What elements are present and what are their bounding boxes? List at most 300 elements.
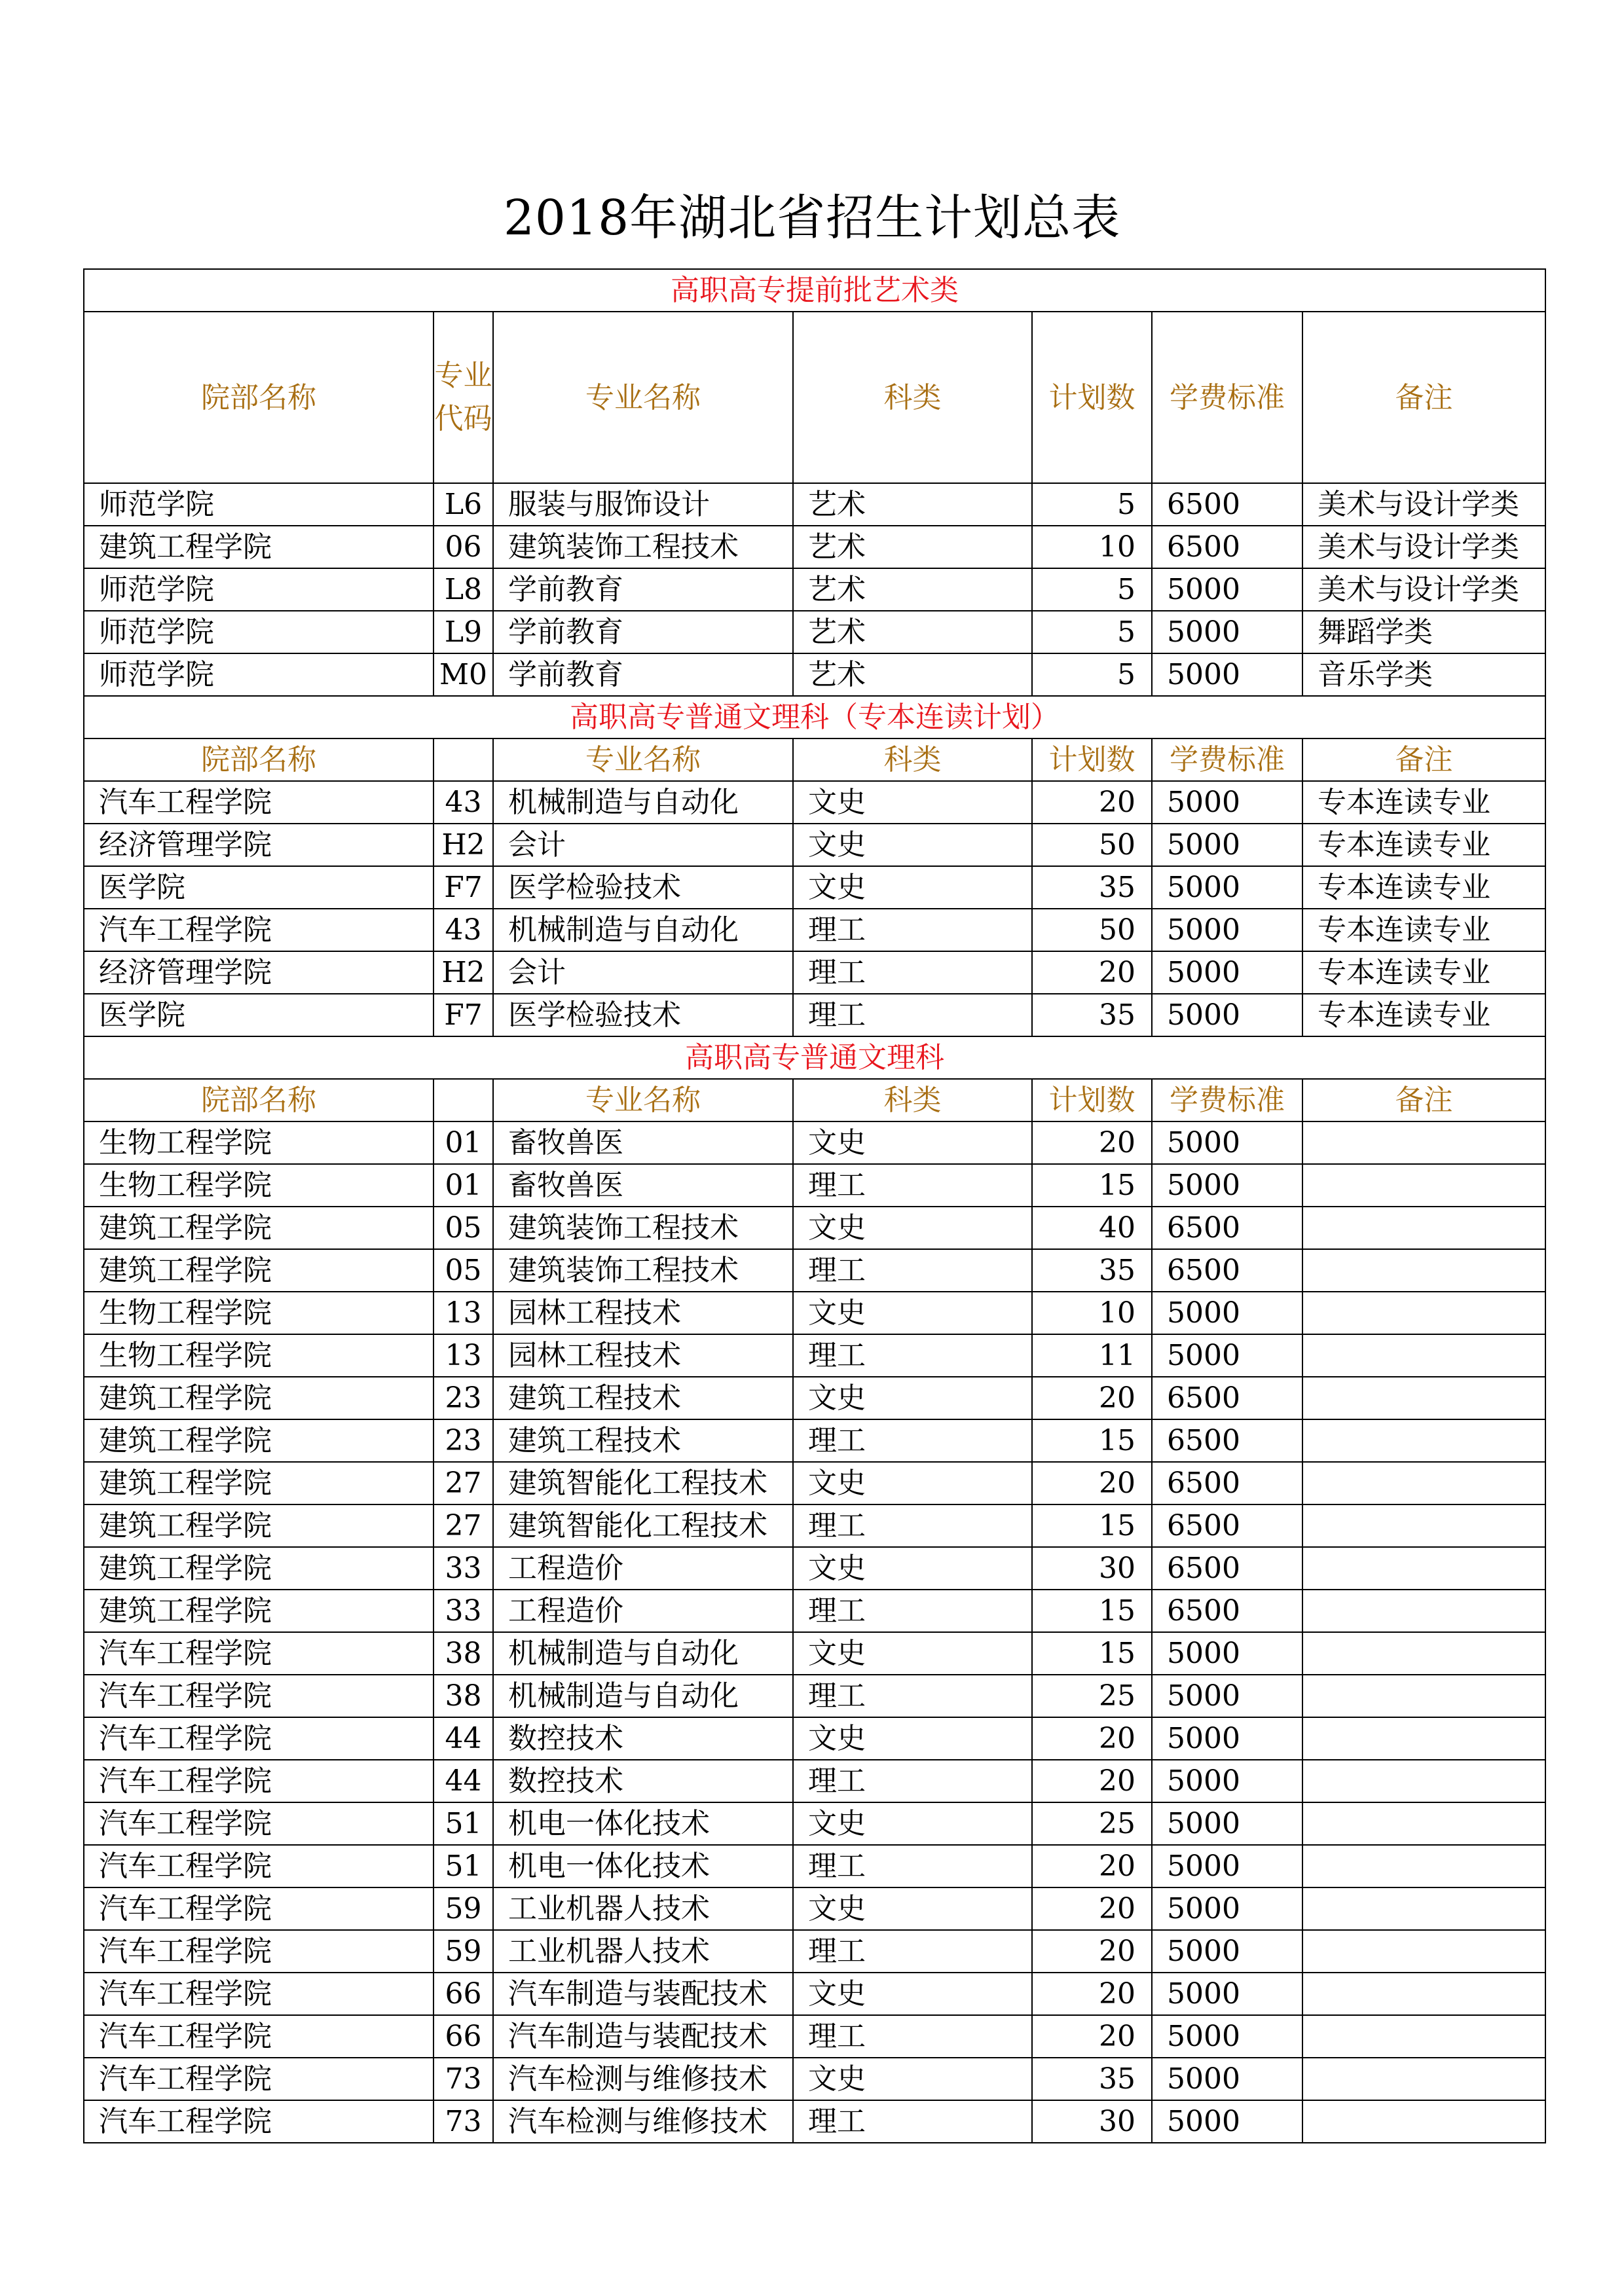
subject-cell: 文史 <box>793 1462 1032 1504</box>
plan-count-cell: 20 <box>1032 2015 1152 2058</box>
table-row <box>84 909 1545 951</box>
section-title-row <box>84 1036 1545 1079</box>
tuition-cell: 5000 <box>1152 909 1302 951</box>
note-cell <box>1302 1887 1545 1930</box>
note-cell <box>1302 1590 1545 1632</box>
code-cell: L8 <box>434 568 493 611</box>
college-cell: 建筑工程学院 <box>84 1547 434 1590</box>
header-plan: 计划数 <box>1032 312 1152 483</box>
header-row <box>84 738 1545 781</box>
tuition-cell: 6500 <box>1152 1547 1302 1590</box>
major-cell: 机械制造与自动化 <box>493 781 793 824</box>
table-row <box>84 781 1545 824</box>
plan-count-cell: 20 <box>1032 1717 1152 1760</box>
note-cell <box>1302 1121 1545 1164</box>
code-cell: 43 <box>434 781 493 824</box>
code-cell: 44 <box>434 1717 493 1760</box>
note-cell <box>1302 1547 1545 1590</box>
page-title: 2018年湖北省招生计划总表 <box>503 190 1121 246</box>
tuition-cell: 5000 <box>1152 1632 1302 1675</box>
college-cell: 汽车工程学院 <box>84 2100 434 2143</box>
tuition-cell: 5000 <box>1152 1675 1302 1717</box>
table-row <box>84 1207 1545 1249</box>
table-row <box>84 1802 1545 1845</box>
college-cell: 汽车工程学院 <box>84 1930 434 1973</box>
subject-cell: 文史 <box>793 1717 1032 1760</box>
plan-count-cell: 5 <box>1032 483 1152 526</box>
college-cell: 师范学院 <box>84 483 434 526</box>
plan-count-cell: 30 <box>1032 2100 1152 2143</box>
tuition-cell: 5000 <box>1152 781 1302 824</box>
table-row <box>84 1462 1545 1504</box>
college-cell: 汽车工程学院 <box>84 1887 434 1930</box>
subject-cell: 理工 <box>793 951 1032 994</box>
tuition-cell: 6500 <box>1152 483 1302 526</box>
college-cell: 建筑工程学院 <box>84 1504 434 1547</box>
header-subject: 科类 <box>793 1079 1032 1121</box>
major-cell: 数控技术 <box>493 1717 793 1760</box>
table-row <box>84 2058 1545 2100</box>
major-cell: 汽车制造与装配技术 <box>493 2015 793 2058</box>
table-row <box>84 1930 1545 1973</box>
header-major: 专业名称 <box>493 312 793 483</box>
code-cell: L9 <box>434 611 493 653</box>
plan-count-cell: 25 <box>1032 1675 1152 1717</box>
tuition-cell: 5000 <box>1152 568 1302 611</box>
major-cell: 会计 <box>493 951 793 994</box>
major-cell: 医学检验技术 <box>493 994 793 1036</box>
college-cell: 汽车工程学院 <box>84 2015 434 2058</box>
major-cell: 畜牧兽医 <box>493 1121 793 1164</box>
section-title: 高职高专普通文理科 <box>84 1036 1545 1079</box>
major-cell: 机械制造与自动化 <box>493 1632 793 1675</box>
header-fee: 学费标准 <box>1152 738 1302 781</box>
tuition-cell: 6500 <box>1152 1462 1302 1504</box>
plan-count-cell: 20 <box>1032 1121 1152 1164</box>
college-cell: 医学院 <box>84 994 434 1036</box>
code-cell: M0 <box>434 653 493 696</box>
tuition-cell: 5000 <box>1152 2058 1302 2100</box>
major-cell: 汽车检测与维修技术 <box>493 2058 793 2100</box>
subject-cell: 理工 <box>793 1504 1032 1547</box>
major-cell: 机械制造与自动化 <box>493 1675 793 1717</box>
code-cell: 51 <box>434 1802 493 1845</box>
tuition-cell: 5000 <box>1152 866 1302 909</box>
college-cell: 生物工程学院 <box>84 1292 434 1334</box>
note-cell <box>1302 2100 1545 2143</box>
table-row <box>84 951 1545 994</box>
subject-cell: 理工 <box>793 2100 1032 2143</box>
plan-count-cell: 20 <box>1032 1930 1152 1973</box>
tuition-cell: 5000 <box>1152 611 1302 653</box>
subject-cell: 文史 <box>793 1121 1032 1164</box>
note-cell: 舞蹈学类 <box>1302 611 1545 653</box>
code-cell: 13 <box>434 1292 493 1334</box>
table-row <box>84 2015 1545 2058</box>
major-cell: 建筑智能化工程技术 <box>493 1462 793 1504</box>
major-cell: 园林工程技术 <box>493 1334 793 1377</box>
table-row <box>84 1675 1545 1717</box>
major-cell: 会计 <box>493 824 793 866</box>
college-cell: 汽车工程学院 <box>84 1760 434 1802</box>
code-cell: 33 <box>434 1547 493 1590</box>
code-cell: 23 <box>434 1377 493 1419</box>
college-cell: 建筑工程学院 <box>84 1377 434 1419</box>
code-cell: H2 <box>434 824 493 866</box>
major-cell: 汽车制造与装配技术 <box>493 1973 793 2015</box>
code-cell: 27 <box>434 1462 493 1504</box>
table-row <box>84 1377 1545 1419</box>
plan-count-cell: 20 <box>1032 1462 1152 1504</box>
subject-cell: 理工 <box>793 1249 1032 1292</box>
header-major: 专业名称 <box>493 738 793 781</box>
note-cell: 美术与设计学类 <box>1302 568 1545 611</box>
subject-cell: 理工 <box>793 1675 1032 1717</box>
header-code <box>434 1079 493 1121</box>
tuition-cell: 6500 <box>1152 1207 1302 1249</box>
note-cell <box>1302 1334 1545 1377</box>
code-cell: 44 <box>434 1760 493 1802</box>
plan-count-cell: 25 <box>1032 1802 1152 1845</box>
subject-cell: 理工 <box>793 1760 1032 1802</box>
code-cell: 05 <box>434 1207 493 1249</box>
tuition-cell: 5000 <box>1152 824 1302 866</box>
college-cell: 建筑工程学院 <box>84 1207 434 1249</box>
code-cell: 66 <box>434 1973 493 2015</box>
college-cell: 建筑工程学院 <box>84 1462 434 1504</box>
code-cell: 06 <box>434 526 493 568</box>
table-row <box>84 1632 1545 1675</box>
plan-count-cell: 50 <box>1032 909 1152 951</box>
tuition-cell: 5000 <box>1152 1887 1302 1930</box>
subject-cell: 文史 <box>793 1547 1032 1590</box>
subject-cell: 文史 <box>793 1973 1032 2015</box>
plan-count-cell: 30 <box>1032 1547 1152 1590</box>
plan-count-cell: 35 <box>1032 2058 1152 2100</box>
note-cell: 专本连读专业 <box>1302 994 1545 1036</box>
code-cell: 73 <box>434 2100 493 2143</box>
tuition-cell: 5000 <box>1152 1121 1302 1164</box>
subject-cell: 文史 <box>793 781 1032 824</box>
table-row <box>84 2100 1545 2143</box>
section-title-row <box>84 269 1545 312</box>
college-cell: 经济管理学院 <box>84 951 434 994</box>
note-cell <box>1302 2058 1545 2100</box>
subject-cell: 文史 <box>793 2058 1032 2100</box>
subject-cell: 文史 <box>793 1207 1032 1249</box>
code-cell: 33 <box>434 1590 493 1632</box>
note-cell <box>1302 1675 1545 1717</box>
college-cell: 汽车工程学院 <box>84 1802 434 1845</box>
header-major: 专业名称 <box>493 1079 793 1121</box>
major-cell: 机械制造与自动化 <box>493 909 793 951</box>
code-cell: 66 <box>434 2015 493 2058</box>
tuition-cell: 5000 <box>1152 1930 1302 1973</box>
subject-cell: 文史 <box>793 1632 1032 1675</box>
subject-cell: 理工 <box>793 1334 1032 1377</box>
college-cell: 汽车工程学院 <box>84 2058 434 2100</box>
tuition-cell: 5000 <box>1152 1717 1302 1760</box>
enrollment-plan-table <box>83 268 1546 2143</box>
table-row <box>84 611 1545 653</box>
subject-cell: 艺术 <box>793 483 1032 526</box>
note-cell <box>1302 1717 1545 1760</box>
code-cell: 23 <box>434 1419 493 1462</box>
major-cell: 机电一体化技术 <box>493 1845 793 1887</box>
table-row <box>84 1717 1545 1760</box>
note-cell <box>1302 1802 1545 1845</box>
header-note: 备注 <box>1302 1079 1545 1121</box>
note-cell <box>1302 1207 1545 1249</box>
table-row <box>84 994 1545 1036</box>
plan-count-cell: 20 <box>1032 1760 1152 1802</box>
header-plan: 计划数 <box>1032 738 1152 781</box>
college-cell: 汽车工程学院 <box>84 781 434 824</box>
subject-cell: 理工 <box>793 2015 1032 2058</box>
tuition-cell: 6500 <box>1152 1419 1302 1462</box>
college-cell: 建筑工程学院 <box>84 526 434 568</box>
plan-count-cell: 35 <box>1032 866 1152 909</box>
plan-count-cell: 35 <box>1032 1249 1152 1292</box>
section-title: 高职高专提前批艺术类 <box>84 269 1545 312</box>
note-cell <box>1302 1249 1545 1292</box>
section-title: 高职高专普通文理科（专本连读计划） <box>84 696 1545 738</box>
table-row <box>84 1887 1545 1930</box>
subject-cell: 艺术 <box>793 568 1032 611</box>
college-cell: 汽车工程学院 <box>84 1675 434 1717</box>
table-row <box>84 1164 1545 1207</box>
note-cell <box>1302 2015 1545 2058</box>
note-cell <box>1302 1164 1545 1207</box>
plan-count-cell: 15 <box>1032 1632 1152 1675</box>
subject-cell: 文史 <box>793 1377 1032 1419</box>
note-cell <box>1302 1930 1545 1973</box>
plan-count-cell: 5 <box>1032 611 1152 653</box>
table-row <box>84 526 1545 568</box>
code-cell: F7 <box>434 866 493 909</box>
note-cell: 美术与设计学类 <box>1302 526 1545 568</box>
code-cell: 38 <box>434 1632 493 1675</box>
tuition-cell: 5000 <box>1152 1164 1302 1207</box>
tuition-cell: 6500 <box>1152 526 1302 568</box>
note-cell <box>1302 1419 1545 1462</box>
header-subject: 科类 <box>793 738 1032 781</box>
plan-count-cell: 20 <box>1032 1887 1152 1930</box>
college-cell: 师范学院 <box>84 568 434 611</box>
code-cell: 73 <box>434 2058 493 2100</box>
subject-cell: 文史 <box>793 1292 1032 1334</box>
header-college: 院部名称 <box>84 312 434 483</box>
tuition-cell: 5000 <box>1152 653 1302 696</box>
major-cell: 畜牧兽医 <box>493 1164 793 1207</box>
college-cell: 建筑工程学院 <box>84 1419 434 1462</box>
header-row <box>84 312 1545 483</box>
note-cell: 专本连读专业 <box>1302 824 1545 866</box>
note-cell <box>1302 1973 1545 2015</box>
tuition-cell: 5000 <box>1152 1334 1302 1377</box>
major-cell: 工业机器人技术 <box>493 1887 793 1930</box>
subject-cell: 艺术 <box>793 653 1032 696</box>
subject-cell: 文史 <box>793 1802 1032 1845</box>
table-row <box>84 1121 1545 1164</box>
plan-count-cell: 15 <box>1032 1504 1152 1547</box>
code-cell: 01 <box>434 1121 493 1164</box>
note-cell: 专本连读专业 <box>1302 866 1545 909</box>
major-cell: 机电一体化技术 <box>493 1802 793 1845</box>
table-row <box>84 1292 1545 1334</box>
college-cell: 经济管理学院 <box>84 824 434 866</box>
table-row <box>84 653 1545 696</box>
plan-count-cell: 15 <box>1032 1590 1152 1632</box>
plan-count-cell: 10 <box>1032 526 1152 568</box>
header-code <box>434 738 493 781</box>
table-row <box>84 1419 1545 1462</box>
plan-count-cell: 20 <box>1032 781 1152 824</box>
tuition-cell: 5000 <box>1152 1973 1302 2015</box>
subject-cell: 理工 <box>793 1845 1032 1887</box>
major-cell: 工程造价 <box>493 1590 793 1632</box>
note-cell <box>1302 1632 1545 1675</box>
tuition-cell: 6500 <box>1152 1249 1302 1292</box>
subject-cell: 理工 <box>793 909 1032 951</box>
plan-count-cell: 15 <box>1032 1419 1152 1462</box>
code-cell: H2 <box>434 951 493 994</box>
table-row <box>84 568 1545 611</box>
plan-count-cell: 15 <box>1032 1164 1152 1207</box>
plan-count-cell: 20 <box>1032 1973 1152 2015</box>
major-cell: 建筑工程技术 <box>493 1419 793 1462</box>
code-cell: 05 <box>434 1249 493 1292</box>
code-cell: 13 <box>434 1334 493 1377</box>
header-subject: 科类 <box>793 312 1032 483</box>
major-cell: 建筑装饰工程技术 <box>493 1207 793 1249</box>
note-cell <box>1302 1462 1545 1504</box>
major-cell: 建筑工程技术 <box>493 1377 793 1419</box>
section-title-row <box>84 696 1545 738</box>
plan-count-cell: 5 <box>1032 568 1152 611</box>
plan-count-cell: 20 <box>1032 1845 1152 1887</box>
subject-cell: 理工 <box>793 1419 1032 1462</box>
major-cell: 服装与服饰设计 <box>493 483 793 526</box>
major-cell: 工业机器人技术 <box>493 1930 793 1973</box>
table-row <box>84 483 1545 526</box>
note-cell: 音乐学类 <box>1302 653 1545 696</box>
subject-cell: 艺术 <box>793 526 1032 568</box>
plan-count-cell: 50 <box>1032 824 1152 866</box>
table-body <box>84 269 1545 2143</box>
major-cell: 学前教育 <box>493 568 793 611</box>
note-cell: 专本连读专业 <box>1302 909 1545 951</box>
note-cell: 专本连读专业 <box>1302 781 1545 824</box>
college-cell: 生物工程学院 <box>84 1164 434 1207</box>
college-cell: 汽车工程学院 <box>84 1632 434 1675</box>
code-cell: L6 <box>434 483 493 526</box>
college-cell: 汽车工程学院 <box>84 909 434 951</box>
note-cell: 美术与设计学类 <box>1302 483 1545 526</box>
major-cell: 工程造价 <box>493 1547 793 1590</box>
tuition-cell: 5000 <box>1152 2100 1302 2143</box>
college-cell: 生物工程学院 <box>84 1334 434 1377</box>
college-cell: 汽车工程学院 <box>84 1717 434 1760</box>
code-cell: 59 <box>434 1930 493 1973</box>
table-row <box>84 1760 1545 1802</box>
code-cell: 27 <box>434 1504 493 1547</box>
code-cell: 51 <box>434 1845 493 1887</box>
tuition-cell: 5000 <box>1152 1760 1302 1802</box>
table-row <box>84 1504 1545 1547</box>
major-cell: 学前教育 <box>493 653 793 696</box>
tuition-cell: 6500 <box>1152 1590 1302 1632</box>
header-plan: 计划数 <box>1032 1079 1152 1121</box>
tuition-cell: 5000 <box>1152 994 1302 1036</box>
header-fee: 学费标准 <box>1152 312 1302 483</box>
tuition-cell: 5000 <box>1152 1802 1302 1845</box>
plan-count-cell: 11 <box>1032 1334 1152 1377</box>
plan-count-cell: 10 <box>1032 1292 1152 1334</box>
college-cell: 汽车工程学院 <box>84 1845 434 1887</box>
code-cell: 43 <box>434 909 493 951</box>
college-cell: 医学院 <box>84 866 434 909</box>
subject-cell: 理工 <box>793 1164 1032 1207</box>
tuition-cell: 5000 <box>1152 1845 1302 1887</box>
header-note: 备注 <box>1302 312 1545 483</box>
header-code: 专业代码 <box>434 312 493 483</box>
major-cell: 建筑装饰工程技术 <box>493 526 793 568</box>
subject-cell: 文史 <box>793 824 1032 866</box>
table-row <box>84 866 1545 909</box>
major-cell: 建筑智能化工程技术 <box>493 1504 793 1547</box>
major-cell: 建筑装饰工程技术 <box>493 1249 793 1292</box>
plan-count-cell: 35 <box>1032 994 1152 1036</box>
college-cell: 汽车工程学院 <box>84 1973 434 2015</box>
college-cell: 建筑工程学院 <box>84 1590 434 1632</box>
subject-cell: 理工 <box>793 1930 1032 1973</box>
subject-cell: 艺术 <box>793 611 1032 653</box>
plan-count-cell: 5 <box>1032 653 1152 696</box>
subject-cell: 理工 <box>793 1590 1032 1632</box>
tuition-cell: 5000 <box>1152 1292 1302 1334</box>
tuition-cell: 5000 <box>1152 2015 1302 2058</box>
table-row <box>84 1334 1545 1377</box>
college-cell: 师范学院 <box>84 653 434 696</box>
college-cell: 生物工程学院 <box>84 1121 434 1164</box>
college-cell: 师范学院 <box>84 611 434 653</box>
table-row <box>84 1249 1545 1292</box>
header-fee: 学费标准 <box>1152 1079 1302 1121</box>
header-college: 院部名称 <box>84 738 434 781</box>
header-college: 院部名称 <box>84 1079 434 1121</box>
table-row <box>84 1973 1545 2015</box>
tuition-cell: 5000 <box>1152 951 1302 994</box>
note-cell <box>1302 1845 1545 1887</box>
table-row <box>84 824 1545 866</box>
subject-cell: 理工 <box>793 994 1032 1036</box>
major-cell: 学前教育 <box>493 611 793 653</box>
code-cell: F7 <box>434 994 493 1036</box>
college-cell: 建筑工程学院 <box>84 1249 434 1292</box>
major-cell: 汽车检测与维修技术 <box>493 2100 793 2143</box>
code-cell: 01 <box>434 1164 493 1207</box>
table-row <box>84 1547 1545 1590</box>
note-cell <box>1302 1504 1545 1547</box>
header-row <box>84 1079 1545 1121</box>
major-cell: 医学检验技术 <box>493 866 793 909</box>
table-row <box>84 1845 1545 1887</box>
code-cell: 38 <box>434 1675 493 1717</box>
plan-count-cell: 40 <box>1032 1207 1152 1249</box>
note-cell <box>1302 1292 1545 1334</box>
plan-count-cell: 20 <box>1032 1377 1152 1419</box>
